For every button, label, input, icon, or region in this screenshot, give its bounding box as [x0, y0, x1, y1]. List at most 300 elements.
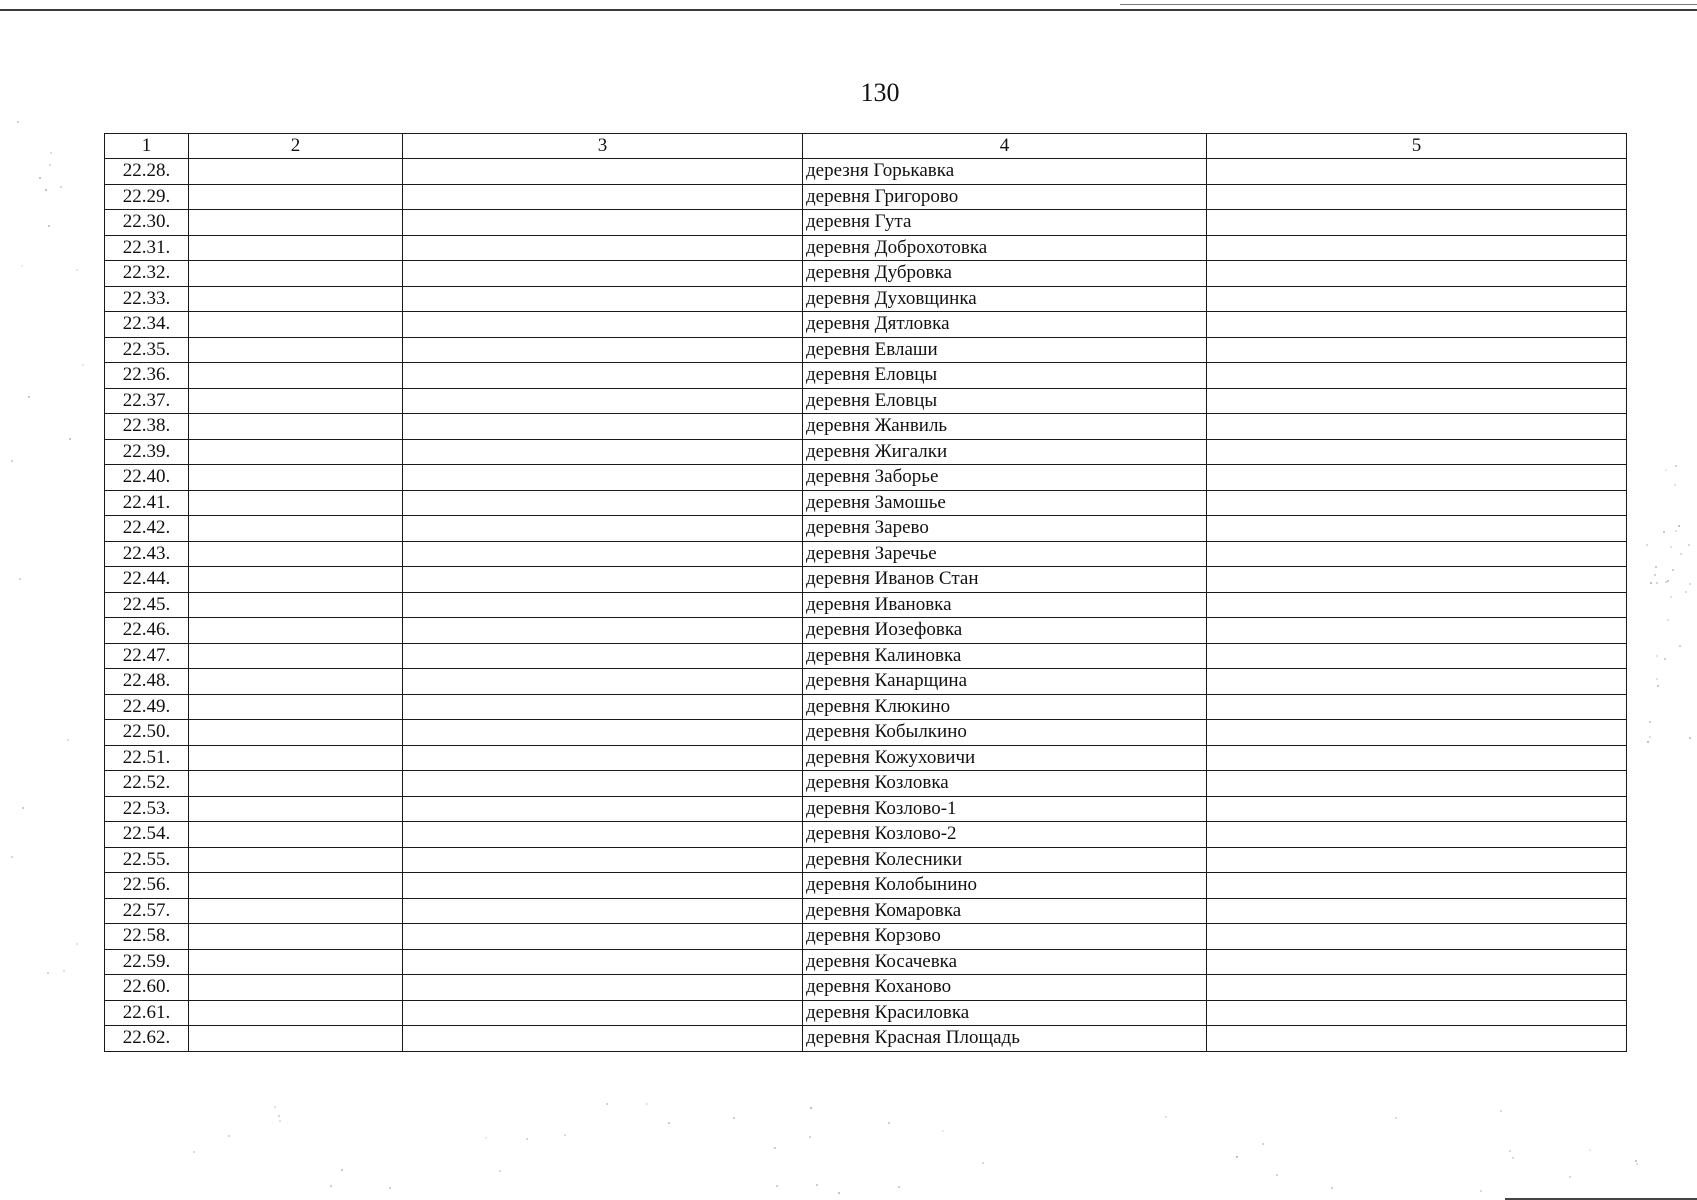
table-cell-col-2 [189, 771, 403, 797]
table-cell-col-4: деревня Иозефовка [803, 618, 1207, 644]
scan-speck [1331, 1187, 1333, 1189]
table-cell-col-3 [403, 286, 803, 312]
table-cell-col-5 [1207, 694, 1627, 720]
table-cell-col-2 [189, 796, 403, 822]
table-cell-col-3 [403, 745, 803, 771]
table-cell-col-5 [1207, 771, 1627, 797]
column-header-3: 3 [403, 134, 803, 159]
table-cell-col-3 [403, 490, 803, 516]
table-row [105, 439, 1627, 465]
table-cell-col-4: деревня Григорово [803, 184, 1207, 210]
table-cell-col-5 [1207, 567, 1627, 593]
scan-speck [1674, 484, 1676, 486]
table-row [105, 745, 1627, 771]
scan-speck [1654, 574, 1656, 576]
table-row [105, 567, 1627, 593]
scan-speck [1680, 553, 1682, 555]
table-cell-col-5 [1207, 210, 1627, 236]
table-row [105, 618, 1627, 644]
table-row [105, 541, 1627, 567]
table-cell-col-4: деревня Духовщинка [803, 286, 1207, 312]
table-cell-col-1: 22.45. [105, 592, 189, 618]
table-cell-col-4: деревня Красная Площадь [803, 1026, 1207, 1052]
table-cell-col-4: деревня Ивановка [803, 592, 1207, 618]
table-cell-col-1: 22.39. [105, 439, 189, 465]
table-cell-col-2 [189, 286, 403, 312]
table-cell-col-5 [1207, 592, 1627, 618]
table-cell-col-3 [403, 363, 803, 389]
scan-speck [1650, 582, 1652, 584]
table-cell-col-1: 22.49. [105, 694, 189, 720]
table-cell-col-4: деревня Колобынино [803, 873, 1207, 899]
table-cell-col-2 [189, 949, 403, 975]
table-cell-col-4: деревня Красиловка [803, 1000, 1207, 1026]
table-cell-col-2 [189, 261, 403, 287]
table-row [105, 414, 1627, 440]
table-cell-col-4: деревня Кобылкино [803, 720, 1207, 746]
table-row [105, 210, 1627, 236]
table-cell-col-2 [189, 898, 403, 924]
scan-speck [1688, 544, 1690, 546]
table-cell-col-2 [189, 516, 403, 542]
table-cell-col-5 [1207, 949, 1627, 975]
scan-speck [1262, 1143, 1264, 1145]
table-cell-col-1: 22.31. [105, 235, 189, 261]
scan-speck [1647, 741, 1649, 743]
scan-speck [1636, 1163, 1638, 1165]
table-cell-col-2 [189, 210, 403, 236]
scan-speck [278, 1115, 280, 1117]
table-cell-col-2 [189, 643, 403, 669]
table-cell-col-1: 22.44. [105, 567, 189, 593]
table-cell-col-3 [403, 822, 803, 848]
table-cell-col-5 [1207, 516, 1627, 542]
table-row [105, 388, 1627, 414]
header-row [105, 134, 1627, 159]
table-row [105, 490, 1627, 516]
scan-speck [11, 460, 13, 462]
table-cell-col-4: деревня Доброхотовка [803, 235, 1207, 261]
table-cell-col-5 [1207, 822, 1627, 848]
scan-speck [816, 1184, 818, 1186]
table-cell-col-2 [189, 439, 403, 465]
table-cell-col-5 [1207, 745, 1627, 771]
table-cell-col-1: 22.59. [105, 949, 189, 975]
table-cell-col-1: 22.41. [105, 490, 189, 516]
table-cell-col-3 [403, 694, 803, 720]
scan-speck [1649, 736, 1651, 738]
table-cell-col-4: деревня Замошье [803, 490, 1207, 516]
table-cell-col-5 [1207, 159, 1627, 185]
scan-speck [22, 807, 24, 809]
scan-speck [50, 152, 52, 154]
scan-speck [1655, 566, 1657, 568]
table-cell-col-3 [403, 541, 803, 567]
table-cell-col-1: 22.46. [105, 618, 189, 644]
scan-speck [898, 1186, 900, 1188]
table-cell-col-4: деревня Козлово-2 [803, 822, 1207, 848]
table-cell-col-5 [1207, 261, 1627, 287]
table-cell-col-3 [403, 414, 803, 440]
table-cell-col-1: 22.40. [105, 465, 189, 491]
table-cell-col-5 [1207, 286, 1627, 312]
table-cell-col-4: деревня Жигалки [803, 439, 1207, 465]
scan-speck [341, 1169, 343, 1171]
table-cell-col-4: деревня Жанвиль [803, 414, 1207, 440]
table-cell-col-5 [1207, 643, 1627, 669]
scan-speck [1685, 591, 1687, 593]
table-cell-col-2 [189, 873, 403, 899]
table-cell-col-4: деревня Дятловка [803, 312, 1207, 338]
table-cell-col-1: 22.34. [105, 312, 189, 338]
table-row [105, 465, 1627, 491]
table-cell-col-2 [189, 847, 403, 873]
scan-speck [526, 1138, 528, 1140]
table-cell-col-2 [189, 975, 403, 1001]
page-number: 130 [860, 78, 900, 107]
table-row [105, 796, 1627, 822]
table-cell-col-2 [189, 694, 403, 720]
table-cell-col-1: 22.32. [105, 261, 189, 287]
table-row [105, 1026, 1627, 1052]
table-cell-col-1: 22.60. [105, 975, 189, 1001]
scan-speck [942, 1130, 944, 1132]
scan-speck [1675, 530, 1677, 532]
table-row [105, 337, 1627, 363]
table-cell-col-4: деревня Козловка [803, 771, 1207, 797]
table-cell-col-2 [189, 669, 403, 695]
scan-speck [193, 1151, 195, 1153]
table-cell-col-4: деревня Козлово-1 [803, 796, 1207, 822]
table-cell-col-2 [189, 1000, 403, 1026]
top-scan-rule-secondary [1120, 4, 1697, 5]
table-cell-col-2 [189, 567, 403, 593]
table-cell-col-2 [189, 822, 403, 848]
table-cell-col-2 [189, 745, 403, 771]
table-cell-col-1: 22.58. [105, 924, 189, 950]
table-cell-col-5 [1207, 924, 1627, 950]
scan-speck [1672, 569, 1674, 571]
scan-speck [499, 1170, 501, 1172]
table-cell-col-1: 22.33. [105, 286, 189, 312]
table-cell-col-2 [189, 235, 403, 261]
table-row [105, 286, 1627, 312]
table-cell-col-5 [1207, 873, 1627, 899]
scan-speck [1509, 1150, 1511, 1152]
scan-speck [1569, 1176, 1571, 1178]
table-cell-col-4: деревня Коханово [803, 975, 1207, 1001]
table-cell-col-1: 22.35. [105, 337, 189, 363]
table-cell-col-2 [189, 490, 403, 516]
table-cell-col-3 [403, 669, 803, 695]
scan-speck [1667, 580, 1669, 582]
scan-speck [49, 164, 51, 166]
table-cell-col-5 [1207, 975, 1627, 1001]
scan-speck [389, 1187, 391, 1189]
scan-speck [1512, 1157, 1514, 1159]
table-cell-col-3 [403, 1000, 803, 1026]
table-cell-col-5 [1207, 337, 1627, 363]
scan-speck [1480, 1190, 1482, 1192]
scan-speck [646, 1103, 648, 1105]
scan-speck [1675, 465, 1677, 467]
table-cell-col-5 [1207, 618, 1627, 644]
table-cell-col-3 [403, 898, 803, 924]
table-cell-col-3 [403, 516, 803, 542]
scan-speck [1679, 645, 1681, 647]
table-cell-col-1: 22.38. [105, 414, 189, 440]
table-cell-col-3 [403, 618, 803, 644]
table-cell-col-2 [189, 388, 403, 414]
scan-speck [1646, 544, 1648, 546]
scan-speck [1656, 655, 1658, 657]
column-header-1: 1 [105, 134, 189, 159]
table-row [105, 643, 1627, 669]
table-row [105, 592, 1627, 618]
scan-speck [1500, 1110, 1502, 1112]
table-cell-col-5 [1207, 465, 1627, 491]
scan-speck [1165, 1116, 1167, 1118]
scan-speck [733, 1117, 735, 1119]
table-cell-col-3 [403, 643, 803, 669]
column-header-4: 4 [803, 134, 1207, 159]
table-cell-col-2 [189, 618, 403, 644]
table-cell-col-5 [1207, 184, 1627, 210]
table-cell-col-4: деревня Колесники [803, 847, 1207, 873]
table-cell-col-2 [189, 159, 403, 185]
table-cell-col-2 [189, 924, 403, 950]
table-cell-col-4: деревня Иванов Стан [803, 567, 1207, 593]
table-cell-col-3 [403, 439, 803, 465]
table-cell-col-2 [189, 592, 403, 618]
table-cell-col-3 [403, 924, 803, 950]
table-cell-col-4: деревня Еловцы [803, 363, 1207, 389]
table-cell-col-1: 22.53. [105, 796, 189, 822]
scan-speck [982, 1162, 984, 1164]
table-cell-col-4: деревня Зарево [803, 516, 1207, 542]
table-cell-col-5 [1207, 235, 1627, 261]
scan-speck [1678, 525, 1680, 527]
scan-speck [28, 396, 30, 398]
scan-speck [45, 189, 47, 191]
table-cell-col-3 [403, 337, 803, 363]
scan-speck [606, 1103, 608, 1105]
table-row [105, 1000, 1627, 1026]
scan-speck [1657, 685, 1659, 687]
settlement-table [104, 133, 1627, 1052]
table-cell-col-1: 22.43. [105, 541, 189, 567]
table-row [105, 720, 1627, 746]
table-cell-col-2 [189, 1026, 403, 1052]
table-cell-col-5 [1207, 796, 1627, 822]
table-cell-col-5 [1207, 669, 1627, 695]
scan-speck [1589, 1149, 1591, 1151]
scan-speck [1236, 1156, 1238, 1158]
scan-speck [1664, 658, 1666, 660]
table-row [105, 873, 1627, 899]
scan-speck [838, 1192, 840, 1194]
table-cell-col-4: деревня Кожуховичи [803, 745, 1207, 771]
table-row [105, 184, 1627, 210]
scan-speck [228, 1135, 230, 1137]
table-row [105, 516, 1627, 542]
table-cell-col-1: 22.30. [105, 210, 189, 236]
table-cell-col-4: деревня Комаровка [803, 898, 1207, 924]
table-cell-col-3 [403, 592, 803, 618]
table-cell-col-3 [403, 388, 803, 414]
table-cell-col-4: деревня Еловцы [803, 388, 1207, 414]
table-row [105, 975, 1627, 1001]
table-cell-col-4: деревня Косачевка [803, 949, 1207, 975]
table-row [105, 822, 1627, 848]
scan-speck [19, 578, 21, 580]
table-cell-col-1: 22.29. [105, 184, 189, 210]
table-cell-col-5 [1207, 490, 1627, 516]
scan-speck [564, 1134, 566, 1136]
table-cell-col-3 [403, 235, 803, 261]
table-cell-col-1: 22.54. [105, 822, 189, 848]
scan-speck [1635, 1160, 1637, 1162]
table-cell-col-1: 22.28. [105, 159, 189, 185]
table-cell-col-1: 22.42. [105, 516, 189, 542]
table-cell-col-5 [1207, 1000, 1627, 1026]
table-cell-col-1: 22.55. [105, 847, 189, 873]
table-cell-col-1: 22.51. [105, 745, 189, 771]
table-cell-col-3 [403, 210, 803, 236]
scan-speck [82, 364, 84, 366]
scan-speck [39, 177, 41, 179]
table-cell-col-1: 22.57. [105, 898, 189, 924]
table-cell-col-5 [1207, 1026, 1627, 1052]
scan-speck [76, 943, 78, 945]
table-cell-col-2 [189, 337, 403, 363]
scan-speck [330, 1185, 332, 1187]
table-cell-col-2 [189, 312, 403, 338]
table-cell-col-4: деревня Клюкино [803, 694, 1207, 720]
scan-speck [1395, 1117, 1397, 1119]
table-cell-col-2 [189, 363, 403, 389]
table-row [105, 898, 1627, 924]
scan-speck [69, 438, 71, 440]
scan-speck [1670, 596, 1672, 598]
table-row [105, 847, 1627, 873]
table-cell-col-5 [1207, 847, 1627, 873]
scan-speck [1689, 583, 1691, 585]
scan-speck [1663, 531, 1665, 533]
scan-speck [776, 1185, 778, 1187]
table-row [105, 159, 1627, 185]
scan-speck [48, 225, 50, 227]
table-cell-col-1: 22.50. [105, 720, 189, 746]
table-cell-col-5 [1207, 312, 1627, 338]
scan-speck [47, 972, 49, 974]
scan-speck [1656, 582, 1658, 584]
scan-speck [63, 970, 65, 972]
table-cell-col-3 [403, 1026, 803, 1052]
table-cell-col-2 [189, 184, 403, 210]
table-cell-col-1: 22.61. [105, 1000, 189, 1026]
table-cell-col-1: 22.47. [105, 643, 189, 669]
table-cell-col-2 [189, 720, 403, 746]
scan-speck [1667, 619, 1669, 621]
table-cell-col-3 [403, 771, 803, 797]
table-row [105, 312, 1627, 338]
table-cell-col-3 [403, 720, 803, 746]
table-cell-col-3 [403, 465, 803, 491]
table-cell-col-1: 22.62. [105, 1026, 189, 1052]
table-cell-col-3 [403, 261, 803, 287]
table-cell-col-5 [1207, 414, 1627, 440]
table-cell-col-5 [1207, 541, 1627, 567]
table-row [105, 261, 1627, 287]
column-header-2: 2 [189, 134, 403, 159]
column-header-5: 5 [1207, 134, 1627, 159]
table-cell-col-3 [403, 796, 803, 822]
table-cell-col-4: дерезня Горькавка [803, 159, 1207, 185]
table-row [105, 235, 1627, 261]
table-cell-col-4: деревня Заборье [803, 465, 1207, 491]
scan-speck [888, 1122, 890, 1124]
table-row [105, 363, 1627, 389]
scan-speck [1276, 1174, 1278, 1176]
scan-speck [279, 1120, 281, 1122]
scan-speck [485, 1137, 487, 1139]
scan-speck [1665, 581, 1667, 583]
table-cell-col-3 [403, 567, 803, 593]
scan-speck [774, 1147, 776, 1149]
table-cell-col-5 [1207, 363, 1627, 389]
scan-speck [17, 121, 19, 123]
scan-speck [668, 1122, 670, 1124]
table-cell-col-4: деревня Заречье [803, 541, 1207, 567]
table-cell-col-3 [403, 312, 803, 338]
table-cell-col-3 [403, 975, 803, 1001]
table-cell-col-4: деревня Гута [803, 210, 1207, 236]
scan-speck [1656, 678, 1658, 680]
table-cell-col-5 [1207, 898, 1627, 924]
scan-speck [1665, 469, 1667, 471]
table-cell-col-3 [403, 873, 803, 899]
table-row [105, 924, 1627, 950]
scan-speck [810, 1107, 812, 1109]
table-cell-col-1: 22.48. [105, 669, 189, 695]
scan-speck [60, 186, 62, 188]
table-row [105, 771, 1627, 797]
table-cell-col-4: деревня Канарщина [803, 669, 1207, 695]
table-cell-col-4: деревня Дубровка [803, 261, 1207, 287]
table-cell-col-1: 22.37. [105, 388, 189, 414]
table-cell-col-4: деревня Евлаши [803, 337, 1207, 363]
scan-speck [1670, 546, 1672, 548]
scan-speck [11, 856, 13, 858]
table-cell-col-5 [1207, 720, 1627, 746]
table-cell-col-1: 22.52. [105, 771, 189, 797]
scan-speck [1649, 721, 1651, 723]
table-cell-col-3 [403, 949, 803, 975]
scan-speck [1689, 737, 1691, 739]
scan-speck [21, 265, 23, 267]
scan-speck [809, 1136, 811, 1138]
scan-speck [76, 269, 78, 271]
table-cell-col-4: деревня Корзово [803, 924, 1207, 950]
table-row [105, 669, 1627, 695]
table-cell-col-1: 22.56. [105, 873, 189, 899]
table-cell-col-3 [403, 184, 803, 210]
top-scan-rule [0, 9, 1697, 11]
table-cell-col-3 [403, 159, 803, 185]
table-cell-col-5 [1207, 439, 1627, 465]
table-row [105, 694, 1627, 720]
